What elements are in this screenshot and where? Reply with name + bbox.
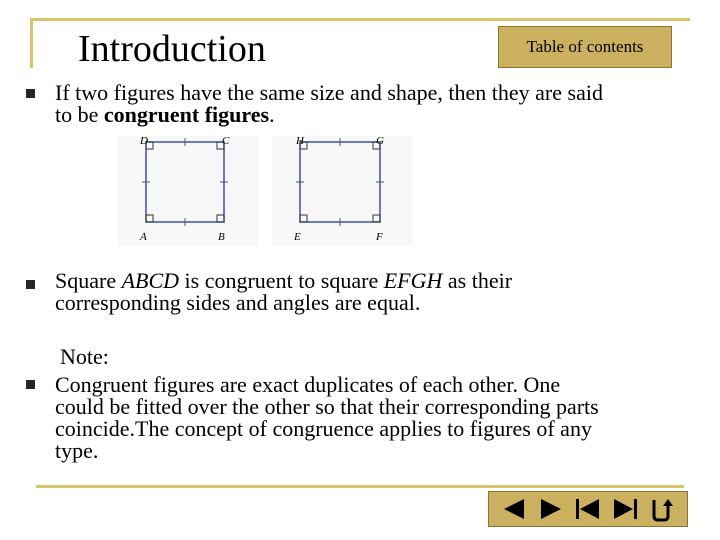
table-of-contents-button[interactable]: Table of contents (498, 26, 672, 68)
frame-top-line (30, 18, 690, 21)
vertex-label: H (296, 136, 304, 147)
square-abcd-figure (118, 136, 258, 246)
return-arrow-icon (649, 496, 675, 522)
term-congruent-figures: congruent figures (103, 102, 270, 127)
vertex-label: F (376, 231, 383, 243)
frame-left-line (30, 18, 33, 68)
bullet-2-line-1: Square ABCD is congruent to square EFGH as their (55, 268, 513, 293)
skip-to-end-icon (612, 497, 638, 521)
next-slide-button[interactable] (538, 495, 564, 523)
bullet-2-text (55, 270, 512, 314)
bullet-1-text (55, 82, 603, 126)
last-slide-button[interactable] (612, 495, 638, 523)
vertex-label: G (376, 136, 384, 147)
skip-to-start-icon (575, 497, 601, 521)
vertex-label: A (140, 231, 147, 243)
vertex-label: B (218, 231, 225, 243)
first-slide-button[interactable] (575, 495, 601, 523)
note-heading: Note: (60, 344, 109, 369)
return-button[interactable] (649, 495, 675, 523)
bullet-3-line-1: Congruent figures are exact duplicates of each other. One (55, 372, 561, 397)
bullet-3-text (55, 374, 599, 462)
vertex-label: E (294, 231, 301, 243)
frame-bottom-line (36, 485, 684, 488)
bullet-marker (26, 280, 35, 289)
bullet-1-line-2: to be congruent figures. (55, 102, 275, 127)
previous-slide-button[interactable] (501, 495, 527, 523)
bullet-3-line-3: coincide.The concept of congruence applies to figures of any (55, 416, 592, 441)
triangle-left-icon (502, 497, 526, 521)
slide-title: Introduction (78, 28, 266, 70)
bullet-3-line-4: type. (55, 438, 99, 463)
bullet-2-line-2: corresponding sides and angles are equal. (55, 290, 421, 315)
bullet-1-line-1: If two figures have the same size and shape, then they are said (55, 80, 603, 105)
vertex-label: D (140, 136, 148, 147)
bullet-marker (26, 380, 35, 389)
slide-navigation-bar (488, 491, 688, 527)
bullet-3-line-2: could be fitted over the other so that their corresponding parts (55, 394, 599, 419)
square-efgh-figure (272, 136, 412, 246)
triangle-right-icon (539, 497, 563, 521)
vertex-label: C (222, 136, 230, 147)
bullet-marker (26, 89, 35, 98)
